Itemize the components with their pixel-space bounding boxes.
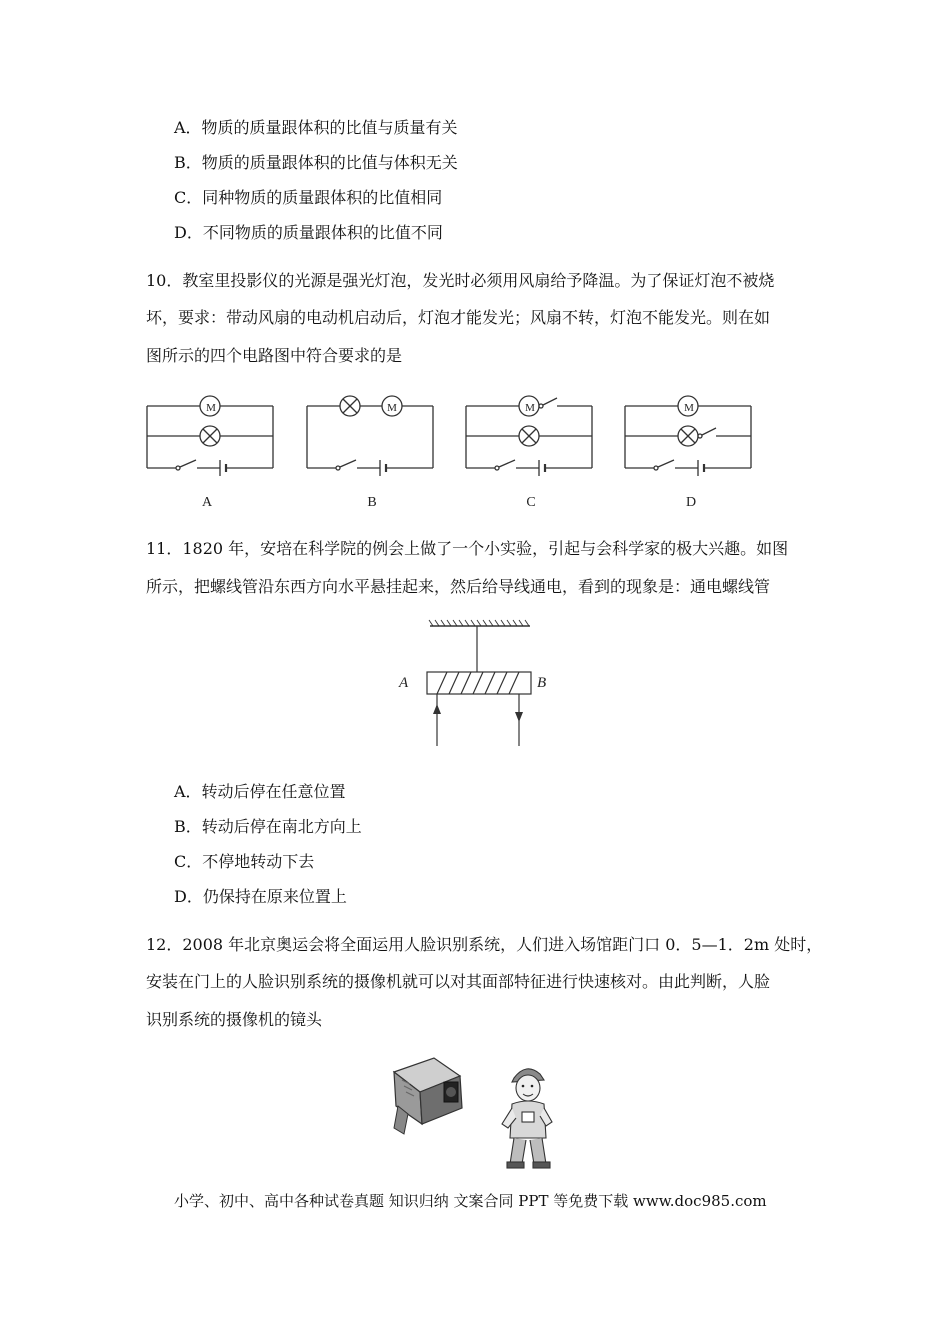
q12-stem-line-3: 识别系统的摄像机的镜头 [146,1010,323,1029]
q10-circuit-diagrams [140,392,790,517]
arrow-up-icon [433,704,441,714]
switch-icon [658,460,674,467]
q11-stem-line-2: 所示，把螺线管沿东西方向水平悬挂起来，然后给导线通电，看到的现象是：通电螺线管 [146,577,771,596]
q11-stem-line-1: 11．1820 年，安培在科学院的例会上做了一个小实验，引起与会科学家的极大兴趣。如图 [146,539,789,558]
q11-option-a: A．转动后停在任意位置 [174,782,346,801]
switch-icon [499,460,515,467]
q12-stem-line-1: 12．2008 年北京奥运会将全面运用人脸识别系统，人们进入场馆距门口 0．5—1．2m 处时， [146,935,823,954]
q10-stem-line-1: 10．教室里投影仪的光源是强光灯泡，发光时必须用风扇给予降温。为了保证灯泡不被烧 [146,271,775,290]
circuit-label-d: D [685,495,697,510]
circuit-label-a: A [201,495,213,510]
switch-icon [702,428,716,435]
circuit-label-c: C [526,495,536,510]
q9-option-d: D．不同物质的质量跟体积的比值不同 [174,223,443,242]
q9-option-b: B．物质的质量跟体积的比值与体积无关 [174,153,458,172]
solenoid-end-b: B [537,675,547,691]
q12-stem-line-2: 安装在门上的人脸识别系统的摄像机就可以对其面部特征进行快速核对。由此判断，人脸 [146,972,771,991]
motor-label: M [387,402,397,414]
q12-camera-illustration [382,1050,582,1175]
switch-icon [340,460,356,467]
q9-option-a: A．物质的质量跟体积的比值与质量有关 [174,118,458,137]
q11-option-b: B．转动后停在南北方向上 [174,817,362,836]
q11-solenoid-diagram [395,618,560,753]
person-icon [502,1069,552,1168]
switch-icon [180,460,196,467]
solenoid-end-a: A [399,675,409,691]
page-footer: 小学、初中、高中各种试卷真题 知识归纳 文案合同 PPT 等免费下载 www.doc985.com [174,1192,767,1210]
circuit-label-b: B [367,495,377,510]
camera-icon [394,1058,462,1134]
circuit-b [307,396,433,476]
motor-label: M [684,402,694,414]
q9-option-c: C．同种物质的质量跟体积的比值相同 [174,188,443,207]
q10-stem-line-3: 图所示的四个电路图中符合要求的是 [146,346,403,365]
q10-stem-line-2: 坏，要求：带动风扇的电动机启动后，灯泡才能发光；风扇不转，灯泡不能发光。则在如 [146,308,771,327]
motor-label: M [206,402,216,414]
q11-option-d: D．仍保持在原来位置上 [174,887,347,906]
arrow-down-icon [515,712,523,722]
motor-label: M [525,402,535,414]
q11-option-c: C．不停地转动下去 [174,852,315,871]
switch-icon [543,398,557,405]
